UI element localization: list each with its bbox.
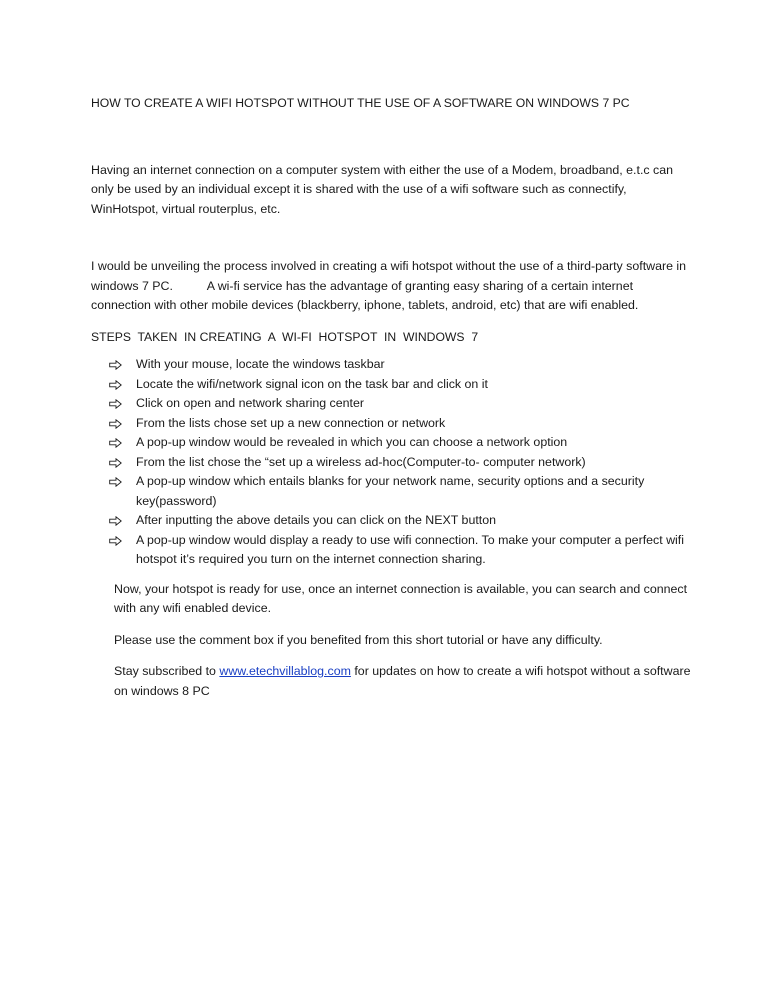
list-item xyxy=(91,511,691,531)
document-title: HOW TO CREATE A WIFI HOTSPOT WITHOUT THE USE OF A SOFTWARE ON WINDOWS 7 PC xyxy=(91,96,630,110)
step-text: With your mouse, locate the windows taskbar xyxy=(136,357,385,371)
outlined-right-arrow-icon xyxy=(109,453,125,473)
ready-paragraph: Now, your hotspot is ready for use, once an internet connection is available, you can search and connect with any wifi enabled device. xyxy=(114,581,688,615)
subscribe-prefix: Stay subscribed to xyxy=(114,664,220,678)
process-paragraph: I would be unveiling the process involved in creating a wifi hotspot without the use of a third-party software in windows 7 PC. A wi-fi service has the advantage of granting easy sharing of a certain internet connection with other mobile devices (blackberry, iphone, tablets, android, etc) that are wifi enabled. xyxy=(91,259,690,312)
outlined-right-arrow-icon xyxy=(109,531,125,551)
step-text: A pop-up window would display a ready to use wifi connection. To make your computer a perfect wifi hotspot it’s required you turn on the internet connection sharing. xyxy=(136,532,684,566)
steps-heading: STEPS TAKEN IN CREATING A WI-FI HOTSPOT IN WINDOWS 7 xyxy=(91,329,479,344)
step-text: Click on open and network sharing center xyxy=(136,396,364,410)
subscribe-suffix: for updates on how to create a wifi hotspot without a software on windows 8 PC xyxy=(114,664,691,698)
list-item xyxy=(91,433,691,453)
outlined-right-arrow-icon xyxy=(109,355,125,375)
outlined-right-arrow-icon xyxy=(109,394,125,414)
outlined-right-arrow-icon xyxy=(109,375,125,395)
comment-paragraph: Please use the comment box if you benefited from this short tutorial or have any difficulty. xyxy=(114,632,603,647)
step-text: Locate the wifi/network signal icon on the task bar and click on it xyxy=(136,376,488,391)
list-item xyxy=(91,375,691,395)
list-item xyxy=(91,453,691,473)
subscribe-paragraph xyxy=(91,662,691,701)
step-text: A pop-up window which entails blanks for your network name, security options and a security key(password) xyxy=(136,474,645,508)
step-text: From the lists chose set up a new connection or network xyxy=(136,415,446,430)
step-text: From the list chose the “set up a wireless ad-hoc(Computer-to- computer network) xyxy=(136,454,586,469)
list-item xyxy=(91,531,691,570)
list-item xyxy=(91,414,691,434)
blog-link[interactable]: www.etechvillablog.com xyxy=(219,664,351,678)
intro-paragraph: Having an internet connection on a computer system with either the use of a Modem, broadband, e.t.c can only be used by an individual except it is shared with the use of a wifi software such as connectify, WinHotspot, virtual routerplus, etc. xyxy=(91,162,674,216)
outlined-right-arrow-icon xyxy=(109,414,125,434)
outlined-right-arrow-icon xyxy=(109,472,125,492)
step-text: A pop-up window would be revealed in which you can choose a network option xyxy=(136,435,568,449)
outlined-right-arrow-icon xyxy=(109,511,125,531)
step-text: After inputting the above details you can click on the NEXT button xyxy=(136,513,497,527)
steps-list xyxy=(91,355,691,570)
list-item xyxy=(91,394,691,414)
document-body xyxy=(91,94,691,701)
outlined-right-arrow-icon xyxy=(109,433,125,453)
list-item xyxy=(91,355,691,375)
list-item xyxy=(91,472,691,511)
